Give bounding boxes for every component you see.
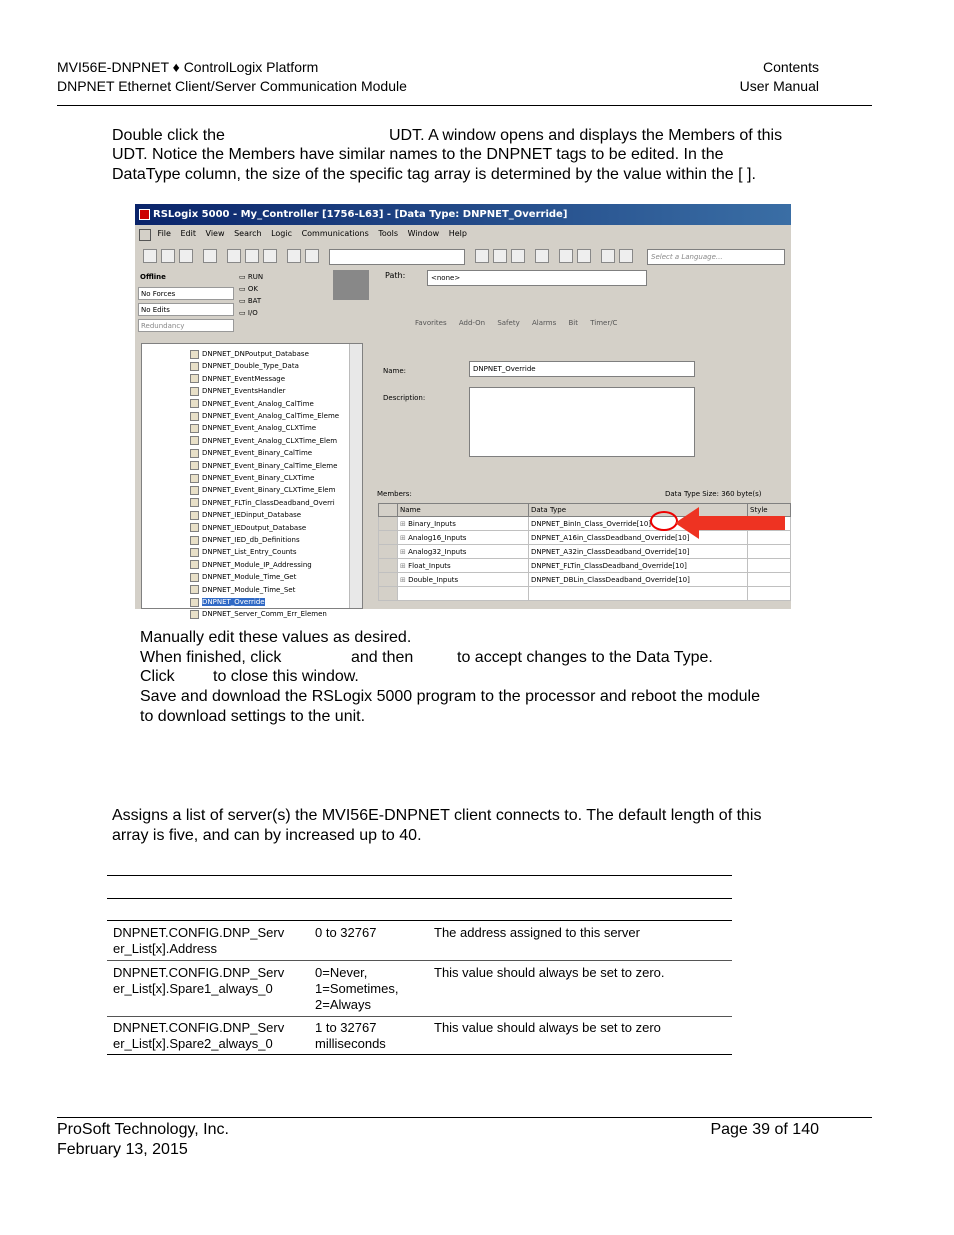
col-datatype[interactable]: Data Type bbox=[529, 504, 748, 517]
run-indicator: ▭ RUN bbox=[239, 273, 264, 281]
step-download-2: to download settings to the unit. bbox=[140, 708, 366, 725]
tree-item[interactable] bbox=[190, 385, 286, 397]
tree-item[interactable] bbox=[190, 584, 295, 596]
member-row[interactable] bbox=[379, 545, 791, 559]
tree-item[interactable] bbox=[190, 422, 316, 434]
copy-icon[interactable] bbox=[245, 249, 259, 263]
ok-indicator: ▭ OK bbox=[239, 285, 258, 293]
tree-item-label: DNPNET_Server_Comm_Err_Elemen bbox=[202, 610, 327, 619]
check-icon[interactable] bbox=[559, 249, 573, 263]
tab-timer[interactable]: Timer/C bbox=[590, 319, 618, 327]
arrow-body bbox=[695, 516, 785, 530]
header-product: MVI56E-DNPNET ♦ ControlLogix Platform bbox=[57, 59, 319, 75]
param-name-line2: er_List[x].Address bbox=[113, 941, 218, 956]
doc-icon bbox=[139, 229, 151, 241]
menu-file[interactable]: File bbox=[157, 229, 171, 238]
tree-item[interactable] bbox=[190, 571, 296, 583]
param-name bbox=[113, 965, 308, 997]
range-line: milliseconds bbox=[315, 1036, 386, 1051]
member-name-text: Analog32_Inputs bbox=[408, 547, 467, 556]
table-bottom-rule bbox=[107, 1054, 732, 1055]
tree-item-label: DNPNET_Event_Analog_CalTime_Eleme bbox=[202, 412, 340, 420]
language-select[interactable]: Select a Language... bbox=[647, 249, 785, 265]
corner-cell bbox=[379, 504, 398, 517]
description-label: Description: bbox=[383, 394, 426, 402]
param-range bbox=[315, 965, 425, 1013]
range-line: 0=Never, bbox=[315, 965, 368, 980]
zoom-out-icon[interactable] bbox=[619, 249, 633, 263]
udt-icon bbox=[190, 387, 199, 396]
member-style[interactable] bbox=[748, 531, 791, 545]
member-type[interactable]: DNPNET_FLTin_ClassDeadband_Override[10] bbox=[529, 559, 748, 573]
tree-item[interactable] bbox=[190, 546, 297, 558]
tree-item-label: DNPNET_FLTin_ClassDeadband_Overri bbox=[202, 498, 335, 507]
tree-item-label: DNPNET_List_Entry_Counts bbox=[202, 548, 297, 557]
member-style[interactable] bbox=[748, 559, 791, 573]
tab-bit[interactable]: Bit bbox=[568, 319, 578, 327]
intro-line3: DataType column, the size of the specific tag array is determined by the value within the [ ]. bbox=[112, 166, 756, 183]
member-row[interactable] bbox=[379, 573, 791, 587]
tree-item-label: DNPNET_IEDoutput_Database bbox=[202, 523, 307, 532]
param-desc: This value should always be set to zero. bbox=[434, 965, 665, 980]
tree-item[interactable] bbox=[190, 435, 337, 447]
footer-page: Page 39 of 140 bbox=[710, 1121, 819, 1138]
param-name-line2: er_List[x].Spare2_always_0 bbox=[113, 1036, 273, 1051]
step-finish-b: and then bbox=[351, 649, 414, 666]
range-line: 2=Always bbox=[315, 997, 371, 1012]
member-name-text: Binary_Inputs bbox=[408, 519, 456, 528]
udt-icon bbox=[190, 536, 199, 545]
tree-item[interactable] bbox=[190, 373, 285, 385]
io-label: I/O bbox=[247, 309, 258, 317]
tree-item-label: DNPNET_Event_Binary_CalTime_Eleme bbox=[202, 461, 338, 470]
intro-line1b: UDT. A window opens and displays the Members of this bbox=[389, 127, 783, 144]
app-icon bbox=[139, 209, 150, 220]
bat-indicator: ▭ BAT bbox=[239, 297, 262, 305]
step-close-b: to close this window. bbox=[213, 668, 359, 685]
udt-icon bbox=[190, 436, 199, 445]
member-name[interactable] bbox=[398, 559, 529, 573]
tree-item-label: DNPNET_Event_Analog_CLXTime bbox=[202, 424, 317, 433]
section-line2: array is five, and can by increased up to 40. bbox=[112, 827, 422, 844]
udt-icon bbox=[190, 560, 199, 569]
tree-item[interactable] bbox=[190, 447, 312, 459]
udt-icon bbox=[190, 350, 199, 359]
row-header bbox=[379, 517, 398, 531]
row-header bbox=[379, 545, 398, 559]
tree-item[interactable] bbox=[190, 522, 306, 534]
run-label: RUN bbox=[247, 273, 264, 281]
tree-item-label: DNPNET_Event_Analog_CLXTime_Elem bbox=[202, 436, 338, 445]
tree-item[interactable] bbox=[190, 348, 309, 360]
table-row bbox=[107, 965, 732, 1015]
range-line: 0 to 32767 bbox=[315, 925, 377, 940]
open-icon[interactable] bbox=[161, 249, 175, 263]
param-name-line1: DNPNET.CONFIG.DNP_Serv bbox=[113, 965, 285, 980]
col-style[interactable]: Style bbox=[748, 504, 791, 517]
tree-item-label: DNPNET_IEDinput_Database bbox=[202, 511, 302, 520]
check-all-icon[interactable] bbox=[577, 249, 591, 263]
tree-item[interactable] bbox=[190, 398, 314, 410]
tree-item[interactable] bbox=[190, 534, 300, 546]
data-type-size: Data Type Size: 360 byte(s) bbox=[665, 490, 762, 498]
tree-item-label: DNPNET_IED_db_Definitions bbox=[202, 536, 300, 544]
tree-scrollbar[interactable] bbox=[349, 344, 362, 608]
tree-item[interactable] bbox=[190, 497, 335, 509]
tab-alarms[interactable]: Alarms bbox=[531, 319, 557, 327]
member-type[interactable]: DNPNET_A16in_ClassDeadband_Override[10] bbox=[529, 531, 748, 545]
header-section: Contents bbox=[762, 59, 819, 75]
verify-icon[interactable] bbox=[493, 249, 507, 263]
footer-rule bbox=[57, 1117, 872, 1118]
step-close-a: Click bbox=[140, 668, 175, 685]
udt-icon bbox=[190, 424, 199, 433]
udt-icon bbox=[190, 523, 199, 532]
status-redundancy: Redundancy bbox=[138, 319, 234, 332]
header-module: DNPNET Ethernet Client/Server Communication Module bbox=[57, 78, 407, 94]
tree-item-label: DNPNET_Double_Type_Data bbox=[202, 362, 299, 371]
tree-item-label: DNPNET_Module_Time_Get bbox=[202, 573, 297, 582]
print-icon[interactable] bbox=[203, 249, 217, 263]
tree-item-label: DNPNET_EventsHandler bbox=[202, 387, 286, 396]
row-header bbox=[379, 587, 398, 601]
expand-icon[interactable]: ⊞ bbox=[400, 575, 409, 584]
header-rule bbox=[57, 105, 872, 106]
path-select[interactable]: <none> bbox=[427, 270, 647, 286]
description-input[interactable] bbox=[469, 387, 695, 457]
tree-item[interactable] bbox=[190, 608, 327, 620]
properties-icon[interactable] bbox=[535, 249, 549, 263]
menu-view[interactable]: View bbox=[205, 229, 225, 238]
udt-icon bbox=[190, 585, 199, 594]
members-label: Members: bbox=[377, 490, 412, 498]
tree-item[interactable] bbox=[190, 509, 301, 521]
footer-company: ProSoft Technology, Inc. bbox=[57, 1121, 229, 1138]
param-name-line1: DNPNET.CONFIG.DNP_Serv bbox=[113, 925, 285, 940]
cut-icon[interactable] bbox=[227, 249, 241, 263]
member-row-new[interactable] bbox=[379, 587, 791, 601]
tree-item-label: DNPNET_Module_IP_Addressing bbox=[202, 560, 312, 569]
bat-label: BAT bbox=[247, 297, 262, 305]
member-type[interactable]: DNPNET_BinIn_Class_Override[10] bbox=[529, 517, 748, 531]
io-indicator: ▭ I/O bbox=[239, 309, 258, 317]
controller-organizer bbox=[141, 343, 363, 619]
status-edits: No Edits bbox=[138, 303, 234, 316]
udt-icon bbox=[190, 548, 199, 557]
udt-icon bbox=[190, 412, 199, 421]
param-name-line2: er_List[x].Spare1_always_0 bbox=[113, 981, 273, 996]
row-header bbox=[379, 559, 398, 573]
member-type[interactable]: DNPNET_DBLin_ClassDeadband_Override[10] bbox=[529, 573, 748, 587]
udt-icon bbox=[190, 461, 199, 470]
param-name-line1: DNPNET.CONFIG.DNP_Serv bbox=[113, 1020, 285, 1035]
member-name[interactable] bbox=[398, 531, 529, 545]
udt-icon bbox=[190, 573, 199, 582]
expand-icon[interactable]: ⊞ bbox=[400, 519, 409, 528]
rslogix-screenshot bbox=[135, 204, 791, 619]
member-name[interactable] bbox=[398, 573, 529, 587]
menu-window[interactable]: Window bbox=[407, 229, 440, 238]
udt-icon bbox=[190, 511, 199, 520]
member-name[interactable] bbox=[398, 517, 529, 531]
tree-item[interactable] bbox=[190, 360, 299, 372]
path-label: Path: bbox=[385, 271, 406, 280]
udt-icon bbox=[190, 498, 199, 507]
zoom-in-icon[interactable] bbox=[601, 249, 615, 263]
step-finish-c: to accept changes to the Data Type. bbox=[457, 649, 713, 666]
tree-item-label: DNPNET_EventMessage bbox=[202, 374, 286, 383]
tree-item[interactable] bbox=[190, 484, 335, 496]
tree-item-label: DNPNET_Event_Binary_CLXTime_Elem bbox=[202, 486, 336, 495]
tab-safety[interactable]: Safety bbox=[497, 319, 520, 327]
udt-icon bbox=[190, 598, 199, 607]
udt-icon bbox=[190, 610, 199, 619]
member-name-text: Double_Inputs bbox=[408, 575, 459, 584]
udt-icon bbox=[190, 399, 199, 408]
menu-bar bbox=[135, 226, 791, 242]
menu-help[interactable]: Help bbox=[448, 229, 467, 238]
redo-icon[interactable] bbox=[305, 249, 319, 263]
udt-icon bbox=[190, 374, 199, 383]
name-label: Name: bbox=[383, 367, 407, 375]
menu-edit[interactable]: Edit bbox=[180, 229, 196, 238]
expand-icon[interactable]: ⊞ bbox=[400, 547, 409, 556]
menu-tools[interactable]: Tools bbox=[378, 229, 399, 238]
tree-item[interactable] bbox=[190, 460, 337, 472]
menu-communications[interactable]: Communications bbox=[301, 229, 369, 238]
member-name[interactable] bbox=[398, 587, 529, 601]
member-name-text: Float_Inputs bbox=[408, 561, 451, 570]
step-finish-a: When finished, click bbox=[140, 649, 282, 666]
table-row bbox=[107, 925, 732, 961]
udt-icon bbox=[190, 449, 199, 458]
undo-icon[interactable] bbox=[287, 249, 301, 263]
find-icon[interactable] bbox=[475, 249, 489, 263]
range-line: 1 to 32767 bbox=[315, 1020, 377, 1035]
param-desc: This value should always be set to zero bbox=[434, 1020, 661, 1035]
param-desc: The address assigned to this server bbox=[434, 925, 640, 940]
row-header bbox=[379, 531, 398, 545]
tree-item-label: DNPNET_Override bbox=[202, 598, 265, 606]
param-name bbox=[113, 925, 308, 957]
ok-label: OK bbox=[247, 285, 258, 293]
param-range bbox=[315, 1020, 425, 1052]
menu-search[interactable]: Search bbox=[234, 229, 262, 238]
member-name-text: Analog16_Inputs bbox=[408, 533, 467, 542]
member-style[interactable] bbox=[748, 587, 791, 601]
intro-line2: UDT. Notice the Members have similar names to the DNPNET tags to be edited. In the bbox=[112, 146, 724, 163]
member-type[interactable]: DNPNET_A32in_ClassDeadband_Override[10] bbox=[529, 545, 748, 559]
tree-item[interactable] bbox=[190, 410, 339, 422]
udt-icon bbox=[190, 362, 199, 371]
member-row[interactable] bbox=[379, 559, 791, 573]
tree-item-label: DNPNET_Module_Time_Set bbox=[202, 585, 296, 594]
tree-item[interactable] bbox=[190, 559, 312, 571]
udt-icon bbox=[190, 474, 199, 483]
member-name[interactable] bbox=[398, 545, 529, 559]
step-edit: Manually edit these values as desired. bbox=[140, 629, 412, 646]
param-range bbox=[315, 925, 425, 941]
param-name bbox=[113, 1020, 308, 1052]
row-divider bbox=[107, 960, 732, 961]
header-manual: User Manual bbox=[739, 78, 819, 94]
status-offline: Offline bbox=[138, 271, 234, 284]
save-icon[interactable] bbox=[179, 249, 193, 263]
member-type[interactable] bbox=[529, 587, 748, 601]
member-style[interactable] bbox=[748, 573, 791, 587]
tab-addon[interactable]: Add-On bbox=[458, 319, 486, 327]
table-body-rule bbox=[107, 920, 732, 921]
highlight-circle bbox=[650, 511, 678, 531]
tree-icon[interactable] bbox=[511, 249, 525, 263]
table-header-rule bbox=[107, 898, 732, 899]
member-row[interactable] bbox=[379, 531, 791, 545]
table-top-rule bbox=[107, 875, 732, 876]
name-input[interactable]: DNPNET_Override bbox=[469, 361, 695, 377]
member-style[interactable] bbox=[748, 545, 791, 559]
search-combo[interactable] bbox=[329, 249, 465, 265]
tab-favorites[interactable]: Favorites bbox=[415, 319, 447, 327]
expand-icon[interactable]: ⊞ bbox=[400, 561, 409, 570]
tree-item-label: DNPNET_Event_Binary_CalTime bbox=[202, 449, 313, 458]
tree-item-label: DNPNET_Event_Binary_CLXTime bbox=[202, 474, 315, 482]
tree-item[interactable] bbox=[190, 596, 265, 608]
tree-item[interactable] bbox=[190, 472, 314, 484]
row-header bbox=[379, 573, 398, 587]
new-icon[interactable] bbox=[143, 249, 157, 263]
section-line1: Assigns a list of server(s) the MVI56E-DNPNET client connects to. The default length of this bbox=[112, 807, 762, 824]
udt-icon bbox=[190, 486, 199, 495]
keyswitch-icon bbox=[333, 270, 369, 300]
status-forces: No Forces bbox=[138, 287, 234, 300]
instruction-tabs bbox=[379, 317, 665, 329]
tree-item-label: DNPNET_DNPoutput_Database bbox=[202, 350, 309, 358]
footer-date: February 13, 2015 bbox=[57, 1141, 188, 1158]
paste-icon[interactable] bbox=[263, 249, 277, 263]
menu-logic[interactable]: Logic bbox=[271, 229, 293, 238]
expand-icon[interactable]: ⊞ bbox=[400, 533, 409, 542]
table-row bbox=[107, 1020, 732, 1054]
col-name[interactable]: Name bbox=[398, 504, 529, 517]
tree-item-label: DNPNET_Event_Analog_CalTime bbox=[202, 399, 314, 408]
row-divider bbox=[107, 1016, 732, 1017]
intro-line1a: Double click the bbox=[112, 127, 225, 144]
step-download-1: Save and download the RSLogix 5000 program to the processor and reboot the module bbox=[140, 688, 760, 705]
window-title: RSLogix 5000 - My_Controller [1756-L63] - [Data Type: DNPNET_Override] bbox=[135, 204, 791, 225]
range-line: 1=Sometimes, bbox=[315, 981, 399, 996]
